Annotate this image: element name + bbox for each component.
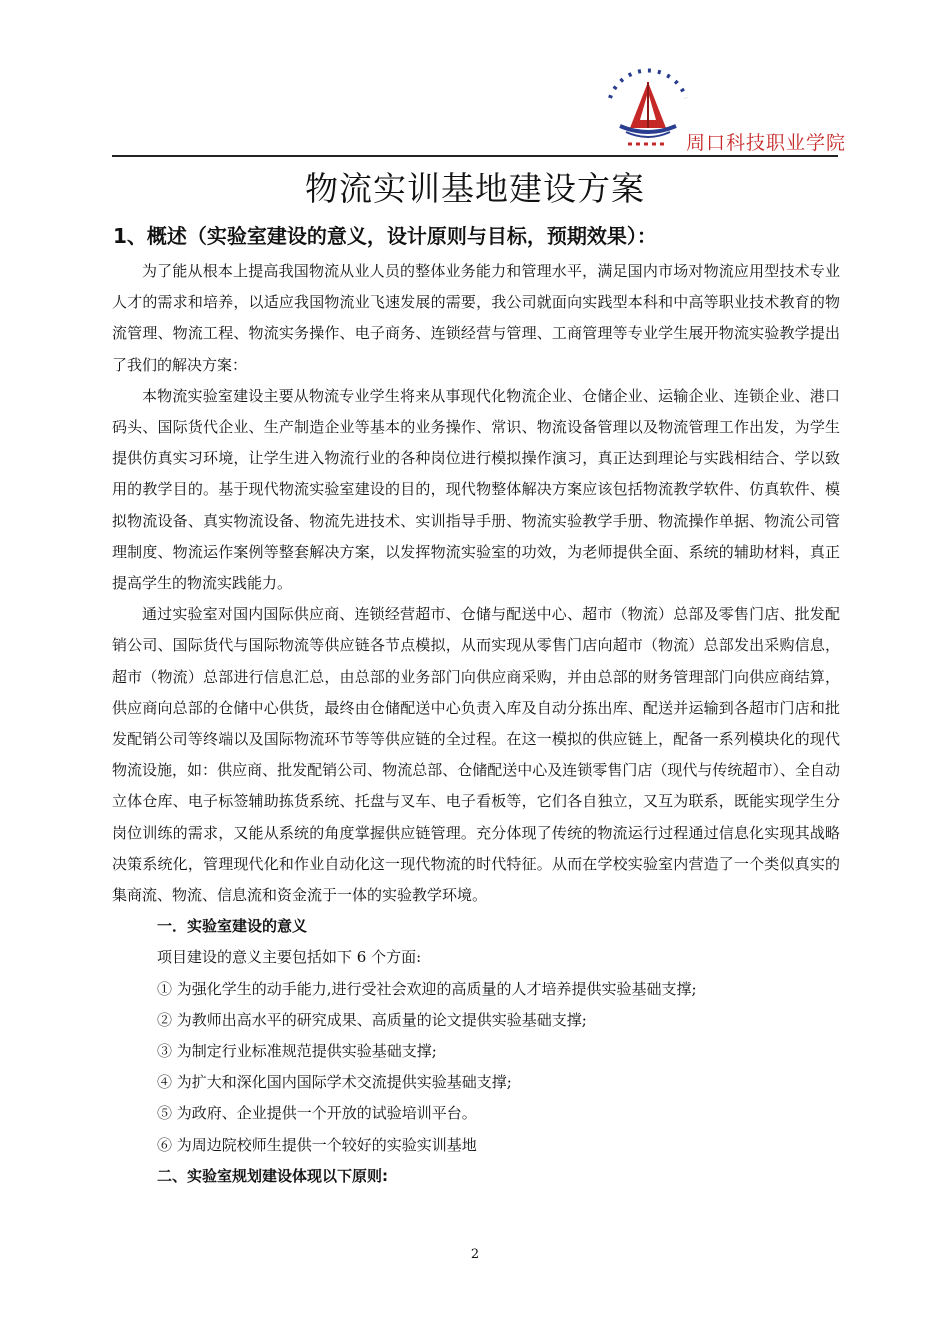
subsection-intro: 项目建设的意义主要包括如下 6 个方面: <box>157 948 422 967</box>
header-divider <box>112 155 838 157</box>
section-heading: 1、概述（实验室建设的意义，设计原则与目标，预期效果）： <box>113 224 657 248</box>
paragraph: 通过实验室对国内国际供应商、连锁经营超市、仓储与配送中心、超市（物流）总部及零售门店、批发配销公司、国际货代与国际物流等供应链各节点模拟，从而实现从零售门店向超市（物流）总部发出采购信息，超市（物流）总部进行信息汇总，由总部的业务部门向供应商采购，并由总部的财务管理部门向供应商结算，供应商向总部的仓储中心供货，最终由仓储配送中心负责入库及自动分拣出库、配送并运输到各超市门店和批发配销公司等终端以及国际物流环节等等供应链的全过程。在这一模拟的供应链上，配备一系列模块化的现代物流设施，如：供应商、批发配销公司、物流总部、仓储配送中心及连锁零售门店（现代与传统超市）、全自动立体仓库、电子标签辅助拣货系统、托盘与叉车、电子看板等，它们各自独立，又互为联系，既能实现学生分岗位训练的需求，又能从系统的角度掌握供应链管理。充分体现了传统的物流运行过程通过信息化实现其战略决策系统化，管理现代化和作业自动化这一现代物流的时代特征。从而在学校实验室内营造了一个类似真实的集商流、物流、信息流和资金流于一体的实验教学环境。 <box>112 605 840 905</box>
list-item: ① 为强化学生的动手能力,进行受社会欢迎的高质量的人才培养提供实验基础支撑; <box>157 979 697 998</box>
school-logo <box>600 68 696 150</box>
list-item: ④ 为扩大和深化国内国际学术交流提供实验基础支撑; <box>157 1073 512 1092</box>
school-name: 周口科技职业学院 <box>686 132 847 154</box>
document-body <box>112 256 840 1192</box>
list-item: ⑤ 为政府、企业提供一个开放的试验培训平台。 <box>157 1104 477 1123</box>
list-item: ③ 为制定行业标准规范提供实验基础支撑; <box>157 1042 437 1061</box>
list-item: ② 为教师出高水平的研究成果、高质量的论文提供实验基础支撑; <box>157 1010 587 1029</box>
subsection-title: 一．实验室建设的意义 <box>157 917 308 936</box>
paragraph: 为了能从根本上提高我国物流从业人员的整体业务能力和管理水平，满足国内市场对物流应用型技术专业人才的需求和培养，以适应我国物流业飞速发展的需要，我公司就面向实践型本科和中高等职业技术教育的物流管理、物流工程、物流实务操作、电子商务、连锁经营与管理、工商管理等专业学生展开物流实验教学提出了我们的解决方案： <box>112 262 840 374</box>
subsection-title: 二、实验室规划建设体现以下原则: <box>157 1166 389 1185</box>
paragraph: 本物流实验室建设主要从物流专业学生将来从事现代化物流企业、仓储企业、运输企业、连锁企业、港口码头、国际货代企业、生产制造企业等基本的业务操作、常识、物流设备管理以及物流管理工作出发，为学生提供仿真实习环境，让学生进入物流行业的各种岗位进行模拟操作演习，真正达到理论与实践相结合、学以致用的教学目的。基于现代物流实验室建设的目的，现代物整体解决方案应该包括物流教学软件、仿真软件、模拟物流设备、真实物流设备、物流先进技术、实训指导手册、物流实验教学手册、物流操作单据、物流公司管理制度、物流运作案例等整套解决方案，以发挥物流实验室的功效，为老师提供全面、系统的辅助材料，真正提高学生的物流实践能力。 <box>112 386 840 593</box>
page-number: 2 <box>470 1247 480 1262</box>
list-item: ⑥ 为周边院校师生提供一个较好的实验实训基地 <box>157 1135 477 1154</box>
document-title: 物流实训基地建设方案 <box>305 169 645 208</box>
